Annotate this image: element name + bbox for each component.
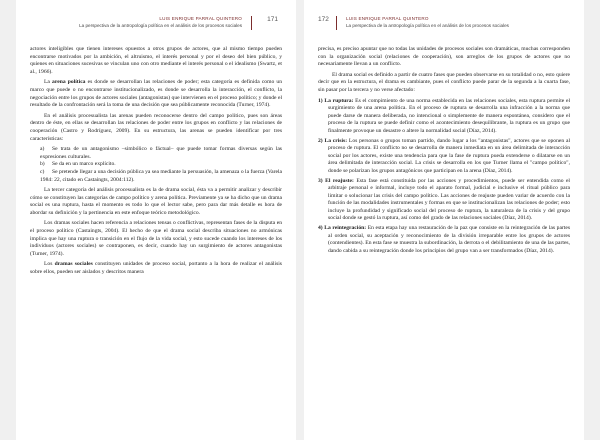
- header-divider: [336, 16, 337, 30]
- header-title: La perspectiva de la antropología política en el análisis de los procesos sociales: [346, 23, 509, 28]
- list-item: b) Se da en un marco explícito.: [40, 161, 116, 168]
- paragraph: actores inteligibles que tienen intereses opuestos a otros grupos de actores, que al mismo tiempo pueden encontrarse motivados por la ambición, el altruismo, el interés personal y por el deseo del bien público, y quienes en situaciones sucesivas se vinculan uno con otro mediante el interés personal o el idealismo (Swartz, et al., 1966).: [30, 46, 282, 75]
- header-divider: [251, 16, 252, 30]
- page-header: [318, 16, 570, 36]
- page-number: 172: [318, 16, 329, 23]
- header-author: LUIS ENRIQUE PARRAL QUINTERO: [159, 16, 242, 21]
- paragraph: En el análisis procesualista las arenas pueden reconocerse dentro del campo político, pues son áreas dentro de éste, en ellas se desarrollan las relaciones de poder entre los grupos en conflicto y las relaciones de cooperación (Castro y Rodríguez, 2009). En su estructura, las arenas se pueden identificar por tres características:: [30, 112, 282, 142]
- characteristics-list: [30, 146, 282, 184]
- list-item: c) Se pretende llegar a una decisión pública ya sea mediante la persuasión, la amenaza o la fuerza (Varela 1984: 22, citado en Castaingts, 2004:112).: [40, 168, 282, 183]
- paragraph: precisa, es preciso apuntar que no todas las unidades de procesos sociales son dramáticas, muchas corresponden con la organización social (relaciones de cooperación), son arreglos de los grupos de actores que no necesariamente llevan a un conflicto.: [318, 46, 570, 68]
- left-page: [16, 0, 296, 440]
- term-arena-politica: arena política: [52, 79, 86, 86]
- page-header: [30, 16, 282, 36]
- header-author: LUIS ENRIQUE PARRAL QUINTERO: [346, 16, 429, 21]
- paragraph: Los dramas sociales constituyen unidades de proceso social, portanto a la hora de realizar el análisis sobre ellos, pueden ser aislados y descritos manera: [30, 261, 282, 276]
- phases-list: [318, 98, 570, 256]
- phase-item: 2) La crisis: Los personas o grupos toman partido, dando lugar a los "antagonistas", actores que se oponen al proceso de ruptura. El conflicto no se desarrolla de manera inmediata en un área delimitada de interacción social por los actores, existe una tendencia para que la fase de ruptura pueda extenderse o dilatarse en un área delimitada de interacción social. La crisis se desarrolla en los que Turner llama el "campo político", donde se polarizan los grupos antagónicos que participan en la arena (Díaz, 2014).: [318, 137, 571, 174]
- paragraph: La arena política es donde se desarrollan las relaciones de poder; esta categoría es definida como un marco que puede o no encontrarse institucionalizado, es donde se desarrolla la interacción, el conflicto, la negociación entre los grupos de actores sociales (antagonistas) que intervienen en el proceso político; y donde el resultado de la confrontación será la toma de una decisión que sea públicamente reconocida (Turner, 1974).: [30, 79, 282, 109]
- header-title: La perspectiva de la antropología política en el análisis de los procesos sociales: [79, 23, 242, 28]
- right-page: [304, 0, 584, 440]
- phase-item: 1) La ruptura: Es el compimiento de una norma establecida en las relaciones sociales, esta ruptura permite el surgimiento de una arena política. En el proceso de ruptura se desarrolla una infracción a la norma que puede darse de manera deliberada, no intencional o simplemente de manera espontánea, considero que el proceso de la ruptura se puede definir como el acontecimiento desequilibrante, la ruptura es un grupo que finalmente provoque un desastre o altere la normalidad social (Díaz, 2014).: [318, 97, 570, 134]
- paragraph: El drama social es definido a partir de cuatro fases que pueden observarse en su totalidad o no, esto quiere decir que en la estructura, el drama es cambiante, pues el conflicto puede parar de la segunda a la cuarta fase, sin pasar por la tercera y no verse afectado:: [318, 71, 570, 93]
- term-dramas-sociales: dramas sociales: [54, 261, 93, 268]
- paragraph: Los dramas sociales hacen referencia a relaciones tensas o conflictivas, representan fases de la disputa en el proceso político (Castaingts, 2004). El hecho de que el drama social describa situaciones no armónicas implica que hay una ruptura o transición en el flujo de la vida social, y esto sucede cuando los intereses de los individuos (actores sociales) se contraponen, es decir, cuando hay un surgimiento de actores antagonistas (Turner, 1974).: [30, 220, 282, 257]
- phase-item: 4) La reintegración: En esta etapa hay una restauración de la paz que consiste en la reintegración de las partes al orden social, su aceptación y reconocimiento de la división irreparable entre los grupos de actores (contendientes). En esta fase se muestra la subordinación, la derrota o el debilitamiento de una de las partes, dando cabida a su reintegración donde los principios del grupo van a ser transformados (Díaz, 2014).: [318, 225, 571, 254]
- list-item: a) Se trata de un antagonismo –simbólico o fáctual– que puede tomar formas diversas según las expresiones culturales.: [40, 146, 282, 160]
- paragraph: La tercer categoría del análisis procesualista es la de drama social, ésta va a permitir analizar y describir cómo se constituyen las categorías de campo político y arena política. Previamente ya se ha dicho que un drama social es una ruptura, hasta el momento es todo lo que el lector sabe, pero para dar más detalle es hora de abordar su definición y la pertinencia en este enfoque teórico metodológico.: [30, 187, 282, 216]
- phase-item: 3) El reajuste: Esta fase está constituida por las acciones y procedimientos, puede ser entendida como el arbitraje personal e informal, incluye todo el aparato formal, judicial e inclusive el ritual público para limitar o solucionar las crisis del campo político. Las acciones de reajuste pueden variar de acuerdo con la función de las modalidades instrumentales y formas en que se institucionalizan las relaciones de poder; esto incluye la profundidad y significado social del proceso de ruptura, la naturaleza de la crisis y del grupo social donde se gestó la ruptura, así como del grado de las relaciones sociales (Díaz, 2014).: [318, 177, 570, 222]
- page-number: 171: [267, 16, 278, 23]
